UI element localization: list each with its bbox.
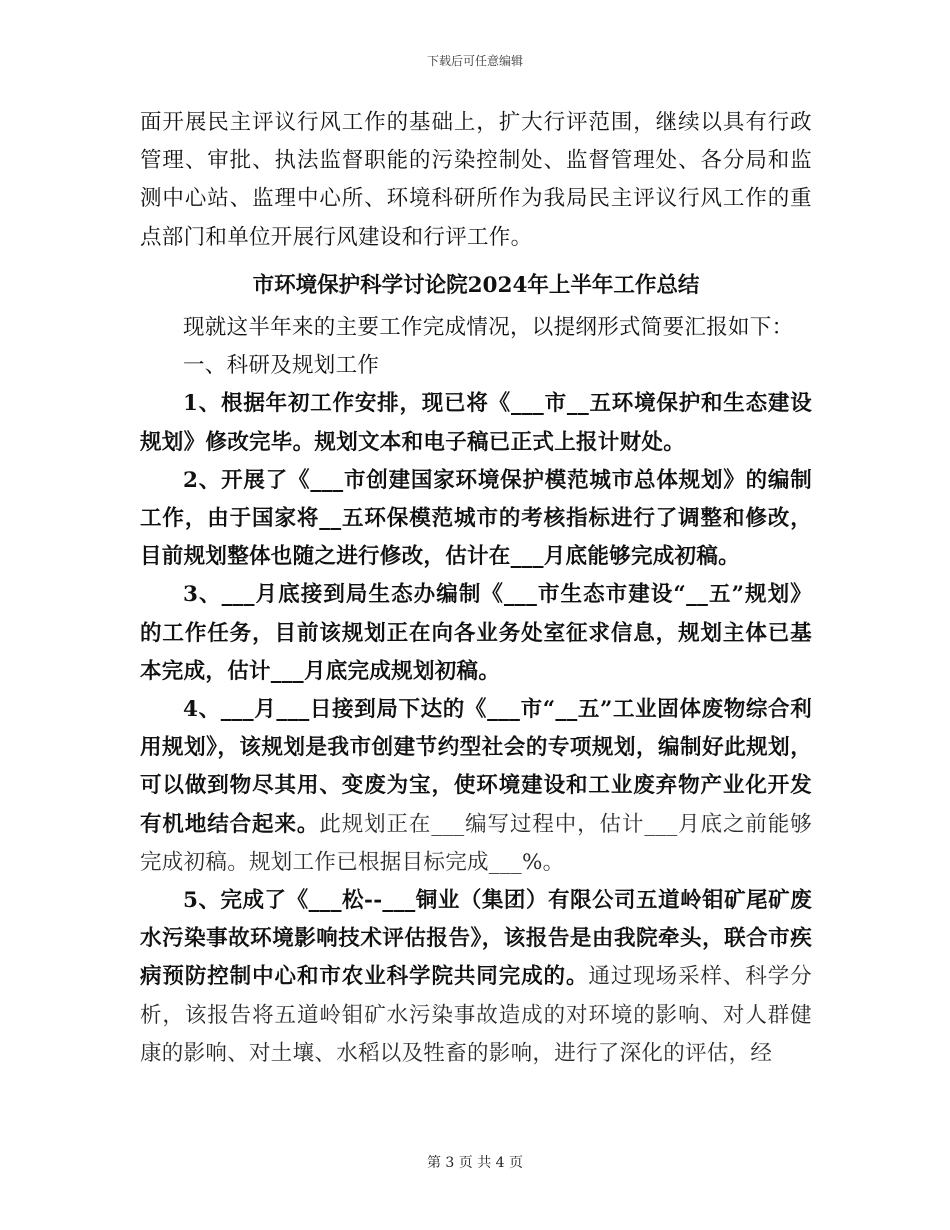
page-footer: 第 3 页 共 4 页 xyxy=(426,1155,524,1171)
list-item-4 xyxy=(140,691,812,882)
intro-paragraph: 面开展民主评议行风工作的基础上，扩大行评范围，继续以具有行政管理、审批、执法监督职能的污染控制处、监督管理处、各分局和监测中心站、监理中心所、环境科研所作为我局民主评议行风工作的重点部门和单位开展行风建设和行评工作。 xyxy=(140,110,812,250)
list-item-3 xyxy=(140,576,812,691)
list-item-2-bold: 2、开展了《___市创建国家环境保护模范城市总体规划》的编制工作，由于国家将__五环保模范城市的考核指标进行了调整和修改，目前规划整体也随之进行修改，估计在___月底能够完成初稿。 xyxy=(140,467,812,570)
list-item-1-bold: 1、根据年初工作安排，现已将《___市__五环境保护和生态建设规划》修改完毕。规划文本和电子稿已正式上报计财处。 xyxy=(140,391,812,455)
list-item-4-bold: 4、___月___日接到局下达的《___市“__五”工业固体废物综合利用规划》，该规划是我市创建节约型社会的专项规划，编制好此规划，可以做到物尽其用、变废为宝，使环境建设和工业废弃物产业化开发有机地结合起来。 xyxy=(140,697,812,837)
document-body xyxy=(140,104,812,1073)
list-item-3-bold: 3、___月底接到局生态办编制《___市生态市建设“__五”规划》的工作任务，目前该规划正在向各业务处室征求信息，规划主体已基本完成，估计___月底完成规划初稿。 xyxy=(140,582,812,684)
list-item-2 xyxy=(140,462,812,577)
list-item-4-normal: 此规划正在___编写过程中，估计___月底之前能够完成初稿。规划工作已根据目标完成___%。 xyxy=(140,811,812,875)
list-item-5-normal: 通过现场采样、科学分析，该报告将五道岭钼矿水污染事故造成的对环境的影响、对人群健康的影响、对土壤、水稻以及牲畜的影响，进行了深化的评估，经 xyxy=(140,964,812,1066)
lead-paragraph: 现就这半年来的主要工作完成情况，以提纲形式简要汇报如下： xyxy=(183,315,794,341)
page-header: 下载后可任意编辑 xyxy=(426,54,523,68)
list-item-1 xyxy=(140,385,812,461)
list-item-5-bold: 5、完成了《___松--___铜业（集团）有限公司五道岭钼矿尾矿废水污染事故环境影响技术评估报告》，该报告是由我院牵头，联合市疾病预防控制中心和市农业科学院共同完成的。 xyxy=(140,888,812,990)
document-title: 市环境保护科学讨论院2024年上半年工作总结 xyxy=(252,272,700,298)
section-heading: 一、科研及规划工作 xyxy=(183,353,380,379)
list-item-5 xyxy=(140,882,812,1073)
